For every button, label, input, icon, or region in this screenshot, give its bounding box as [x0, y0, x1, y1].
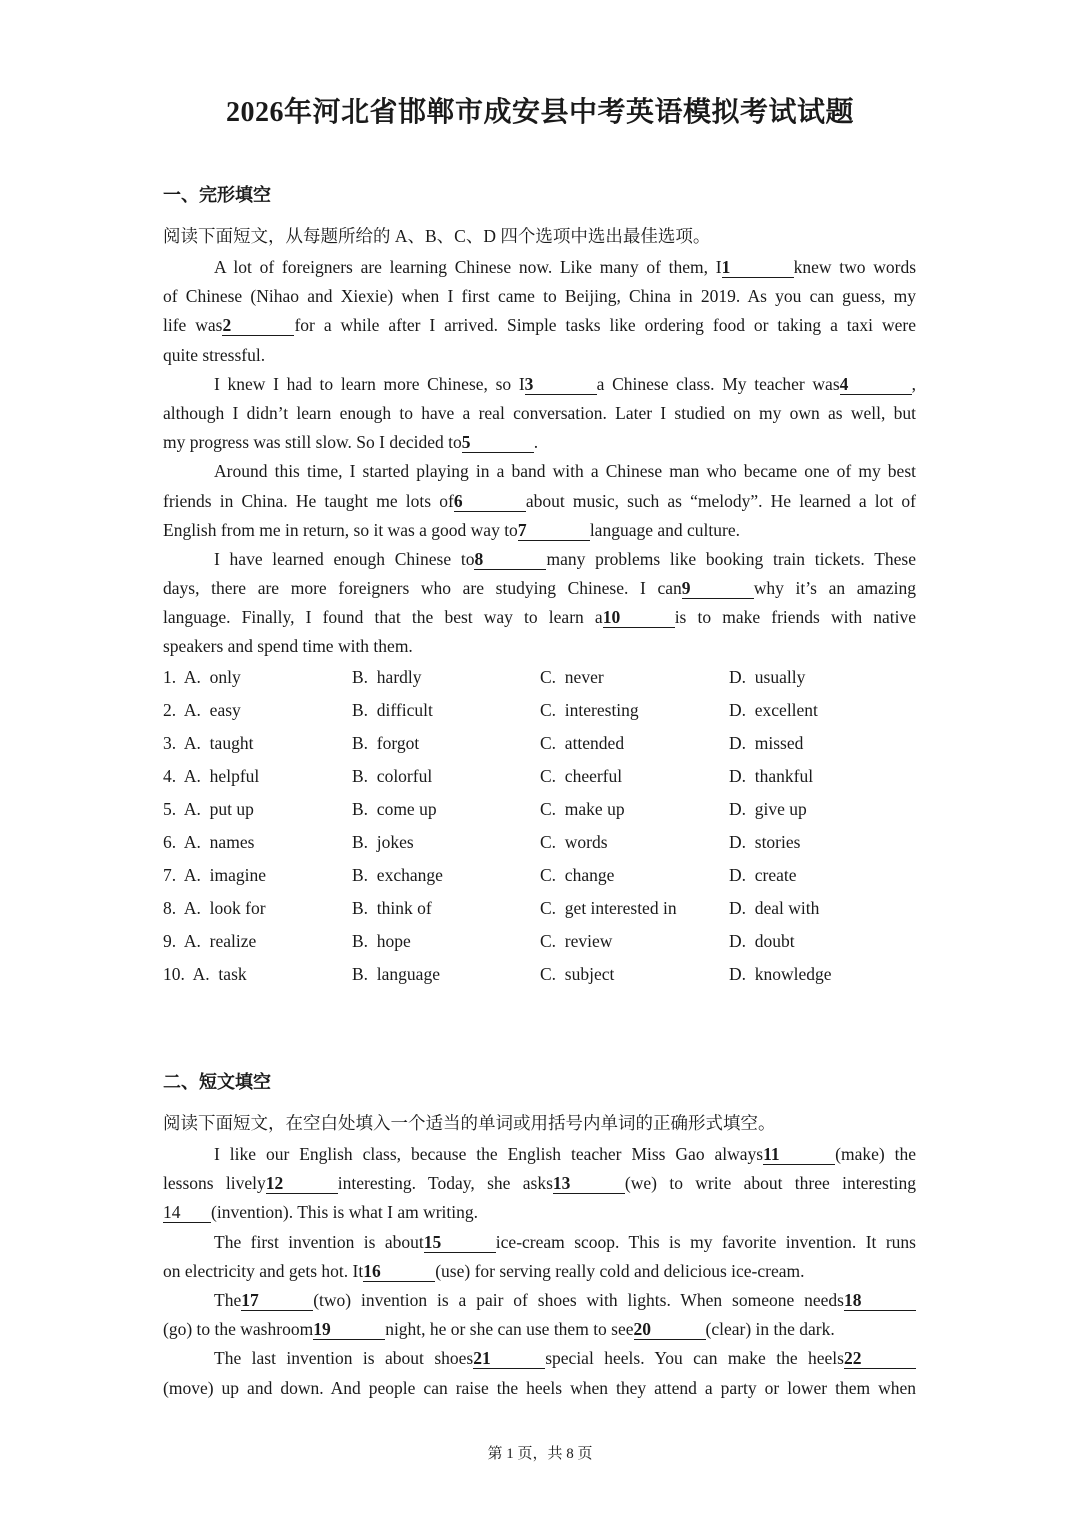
option-a-text: A. look for [183, 898, 266, 918]
option-c: C. never [540, 667, 604, 687]
option-d: D. create [729, 865, 797, 885]
passage-line [163, 311, 916, 340]
passage-line [163, 1198, 916, 1227]
passage-text: Around this time, I started playing in a band with a Chinese man who became one of my best [214, 461, 916, 482]
option-b: B. think of [352, 898, 432, 918]
question-row-3 [163, 727, 923, 760]
answer-blank-1: 1 [722, 257, 794, 278]
passage-text: language and culture. [589, 519, 740, 540]
passage-text: life was [163, 315, 223, 336]
section2-instruction: 阅读下面短文，在空白处填入一个适当的单词或用括号内单词的正确形式填空。 [163, 1113, 776, 1133]
answer-blank-10: 10 [603, 607, 675, 628]
passage-line [163, 1344, 916, 1373]
question-number: 8. [163, 898, 177, 918]
passage-line [163, 399, 916, 428]
answer-blank-14: 14 [163, 1202, 211, 1223]
passage-line [163, 516, 916, 545]
passage-text: (invention). This is what I am writing. [211, 1202, 479, 1223]
passage-text: I like our English class, because the English teacher Miss Gao always [214, 1144, 764, 1164]
option-b: B. jokes [352, 832, 414, 852]
option-c: C. words [540, 832, 608, 852]
passage-text: I knew I had to learn more Chinese, so I [214, 373, 525, 394]
passage-text: why it’s an amazing [753, 578, 916, 599]
passage-text: (two) invention is a pair of shoes with lights. When someone needs [313, 1289, 844, 1310]
option-a-text: A. realize [183, 931, 257, 951]
passage-text: lessons lively [163, 1173, 266, 1194]
question-number: 10. [163, 964, 185, 984]
option-d: D. knowledge [729, 964, 832, 984]
answer-blank-12: 12 [266, 1173, 338, 1194]
option-c: C. cheerful [540, 766, 623, 786]
passage-text: (use) for serving really cold and delicious ice-cream. [435, 1260, 805, 1281]
question-row-9 [163, 925, 923, 958]
option-a-text: A. imagine [183, 865, 267, 885]
question-number: 7. [163, 865, 177, 885]
option-a-text: A. taught [183, 733, 254, 753]
passage-text: a Chinese class. My teacher was [596, 373, 840, 394]
passage-text: (clear) in the dark. [705, 1319, 835, 1340]
option-c: C. get interested in [540, 898, 677, 918]
option-a [163, 859, 266, 892]
answer-blank-19: 19 [313, 1319, 385, 1340]
option-a [163, 958, 247, 991]
passage-text: The last invention is about shoes [214, 1348, 474, 1369]
section2-heading: 二、短文填空 [163, 1072, 271, 1092]
option-c: C. make up [540, 799, 625, 819]
passage-text: , [911, 373, 917, 394]
question-number: 5. [163, 799, 177, 819]
passage-line [163, 1169, 916, 1198]
passage-text: many problems like booking train tickets. These [546, 548, 916, 569]
question-row-7 [163, 859, 923, 892]
question-number: 1. [163, 667, 177, 687]
option-a-text: A. task [192, 964, 247, 984]
option-c: C. review [540, 931, 613, 951]
question-row-6 [163, 826, 923, 859]
option-a [163, 694, 241, 727]
passage-text: . [533, 432, 539, 453]
passage-line [163, 574, 916, 603]
option-b: B. difficult [352, 700, 433, 720]
passage-line [163, 1286, 916, 1315]
option-c: C. attended [540, 733, 625, 753]
passage-line [163, 282, 916, 311]
passage-text: The [214, 1289, 242, 1310]
option-d: D. stories [729, 832, 801, 852]
answer-blank-13: 13 [553, 1173, 625, 1194]
option-b: B. exchange [352, 865, 443, 885]
passage-text: ice-cream scoop. This is my favorite invention. It runs [495, 1231, 916, 1252]
passage-text: about music, such as “melody”. He learned a lot of [525, 490, 916, 511]
option-d: D. doubt [729, 931, 795, 951]
question-row-1 [163, 661, 923, 694]
question-row-2 [163, 694, 923, 727]
option-c: C. change [540, 865, 615, 885]
option-a [163, 826, 254, 859]
answer-blank-7: 7 [518, 520, 590, 541]
answer-blank-20: 20 [634, 1319, 706, 1340]
passage-text: interesting. Today, she asks [337, 1173, 553, 1194]
answer-blank-22: 22 [844, 1348, 916, 1369]
option-a-text: A. only [183, 667, 241, 687]
answer-blank-2: 2 [222, 315, 294, 336]
fill-blank-passage [163, 1140, 916, 1403]
option-a-text: A. easy [183, 700, 241, 720]
passage-text: although I didn’t learn enough to have a real conversation. Later I studied on my own as well, but [163, 402, 916, 423]
document-title: 2026年河北省邯郸市成安县中考英语模拟考试试题 [225, 97, 854, 128]
passage-text: knew two words [793, 257, 917, 277]
passage-line [163, 545, 916, 574]
question-row-5 [163, 793, 923, 826]
passage-text: days, there are more foreigners who are studying Chinese. I can [163, 578, 682, 599]
answer-blank-9: 9 [682, 578, 754, 599]
passage-line [163, 1374, 916, 1403]
answer-blank-17: 17 [241, 1290, 313, 1311]
passage-line [163, 370, 916, 399]
option-d: D. deal with [729, 898, 820, 918]
option-a [163, 727, 253, 760]
question-number: 6. [163, 832, 177, 852]
option-a [163, 892, 266, 925]
passage-line [163, 253, 916, 282]
passage-text: (go) to the washroom [163, 1319, 314, 1340]
question-row-4 [163, 760, 923, 793]
passage-text: for a while after I arrived. Simple tasks like ordering food or taking a taxi were [294, 315, 916, 336]
passage-line [163, 1228, 916, 1257]
passage-text: The first invention is about [214, 1231, 424, 1252]
passage-line [163, 603, 916, 632]
question-number: 2. [163, 700, 177, 720]
option-d: D. give up [729, 799, 807, 819]
option-c: C. subject [540, 964, 615, 984]
option-a-text: A. names [183, 832, 255, 852]
option-a [163, 760, 259, 793]
passage-line [163, 632, 916, 661]
passage-text: friends in China. He taught me lots of [163, 490, 454, 511]
passage-text: (we) to write about three interesting [624, 1173, 916, 1194]
passage-text: language. Finally, I found that the best way to learn a [163, 607, 603, 628]
question-row-10 [163, 958, 923, 991]
answer-blank-6: 6 [454, 491, 526, 512]
option-b: B. forgot [352, 733, 420, 753]
option-a [163, 793, 254, 826]
answer-blank-8: 8 [474, 549, 546, 570]
section1-heading: 一、完形填空 [163, 185, 271, 205]
answer-blank-15: 15 [424, 1232, 496, 1253]
option-d: D. usually [729, 667, 806, 687]
passage-text: of Chinese (Nihao and Xiexie) when I first came to Beijing, China in 2019. As you can guess, my [163, 286, 916, 307]
passage-line [163, 1140, 916, 1169]
option-b: B. hardly [352, 667, 422, 687]
question-number: 9. [163, 931, 177, 951]
passage-text: on electricity and gets hot. It [163, 1260, 364, 1281]
question-number: 4. [163, 766, 177, 786]
answer-blank-18: 18 [844, 1290, 916, 1311]
option-d: D. excellent [729, 700, 818, 720]
passage-line [163, 341, 916, 370]
answer-blank-3: 3 [525, 374, 597, 395]
passage-line [163, 457, 916, 486]
passage-text: special heels. You can make the heels [545, 1348, 844, 1369]
passage-text: my progress was still slow. So I decided to [163, 432, 462, 453]
answer-blank-11: 11 [763, 1144, 835, 1165]
section1-instruction: 阅读下面短文，从每题所给的 A、B、C、D 四个选项中选出最佳选项。 [163, 226, 711, 246]
option-a [163, 661, 241, 694]
answer-blank-4: 4 [840, 374, 912, 395]
passage-text: I have learned enough Chinese to [214, 548, 475, 569]
option-a [163, 925, 256, 958]
question-row-8 [163, 892, 923, 925]
answer-blank-21: 21 [473, 1348, 545, 1369]
cloze-options [163, 661, 923, 991]
passage-text: (move) up and down. And people can raise the heels when they attend a party or lower them when [163, 1377, 916, 1398]
option-c: C. interesting [540, 700, 639, 720]
option-b: B. hope [352, 931, 411, 951]
page-footer: 第 1 页，共 8 页 [487, 1446, 593, 1462]
passage-line [163, 487, 916, 516]
passage-line [163, 1315, 916, 1344]
cloze-passage [163, 253, 916, 662]
passage-text: night, he or she can use them to see [385, 1319, 634, 1340]
option-b: B. come up [352, 799, 437, 819]
passage-text: speakers and spend time with them. [163, 636, 413, 657]
passage-text: English from me in return, so it was a good way to [163, 519, 518, 540]
option-b: B. colorful [352, 766, 433, 786]
passage-text: A lot of foreigners are learning Chinese now. Like many of them, I [214, 257, 722, 277]
option-a-text: A. put up [183, 799, 254, 819]
question-number: 3. [163, 733, 177, 753]
passage-line [163, 428, 916, 457]
answer-blank-16: 16 [363, 1261, 435, 1282]
passage-line [163, 1257, 916, 1286]
passage-text: (make) the [835, 1144, 916, 1164]
option-d: D. missed [729, 733, 804, 753]
option-b: B. language [352, 964, 440, 984]
passage-text: quite stressful. [163, 344, 266, 365]
answer-blank-5: 5 [462, 432, 534, 453]
option-a-text: A. helpful [183, 766, 260, 786]
passage-text: is to make friends with native [674, 607, 917, 628]
option-d: D. thankful [729, 766, 814, 786]
